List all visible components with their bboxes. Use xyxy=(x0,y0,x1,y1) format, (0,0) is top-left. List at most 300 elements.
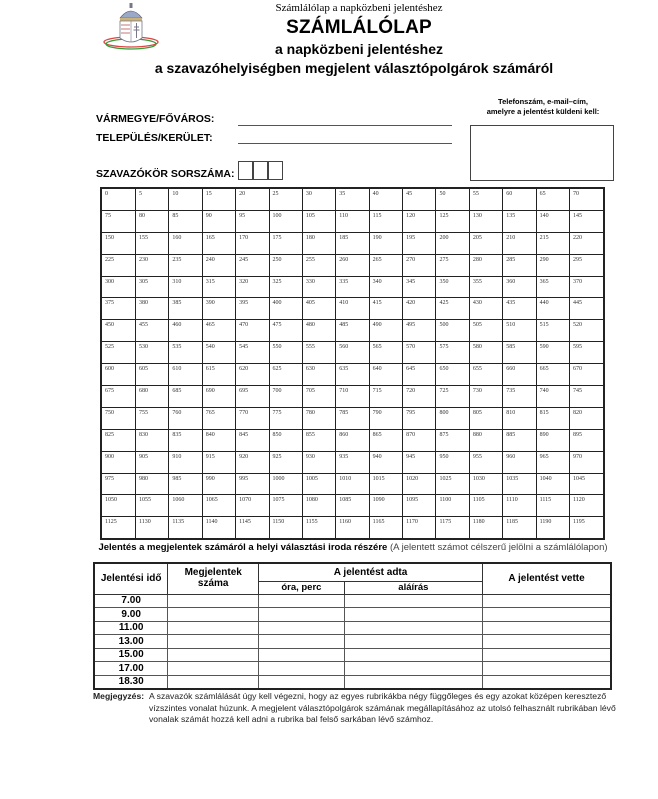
tally-cell[interactable]: 690 xyxy=(202,386,235,408)
tally-cell[interactable]: 1145 xyxy=(236,517,269,539)
tally-cell[interactable]: 635 xyxy=(336,364,369,386)
tally-cell[interactable]: 230 xyxy=(135,254,168,276)
tally-cell[interactable]: 235 xyxy=(169,254,202,276)
tally-cell[interactable]: 1155 xyxy=(302,517,335,539)
tally-cell[interactable]: 890 xyxy=(536,429,569,451)
report-row xyxy=(94,608,611,622)
tally-cell[interactable]: 605 xyxy=(135,364,168,386)
district-number-digit-3[interactable] xyxy=(268,161,283,180)
tally-cell[interactable]: 540 xyxy=(202,342,235,364)
tally-cell[interactable]: 385 xyxy=(169,298,202,320)
tally-cell[interactable]: 1135 xyxy=(169,517,202,539)
tally-cell[interactable]: 810 xyxy=(503,407,536,429)
report-given-time-cell[interactable] xyxy=(259,648,345,662)
tally-cell[interactable]: 585 xyxy=(503,342,536,364)
tally-cell[interactable]: 265 xyxy=(369,254,402,276)
tally-cell[interactable]: 80 xyxy=(135,210,168,232)
tally-cell[interactable]: 435 xyxy=(503,298,536,320)
report-count-cell[interactable] xyxy=(168,662,259,676)
tally-cell[interactable]: 40 xyxy=(369,188,402,210)
tally-cell[interactable]: 580 xyxy=(469,342,502,364)
tally-cell[interactable]: 500 xyxy=(436,320,469,342)
tally-cell[interactable]: 965 xyxy=(536,451,569,473)
tally-cell[interactable]: 995 xyxy=(236,473,269,495)
tally-cell[interactable]: 1140 xyxy=(202,517,235,539)
col-header-count xyxy=(168,563,259,594)
tally-cell[interactable]: 650 xyxy=(436,364,469,386)
tally-row xyxy=(101,473,604,495)
tally-row xyxy=(101,451,604,473)
report-signature-cell[interactable] xyxy=(344,621,482,635)
tally-cell[interactable]: 640 xyxy=(369,364,402,386)
tally-cell[interactable]: 1075 xyxy=(269,495,302,517)
tally-cell[interactable]: 695 xyxy=(236,386,269,408)
tally-cell[interactable]: 180 xyxy=(302,232,335,254)
report-signature-cell[interactable] xyxy=(344,608,482,622)
tally-cell[interactable]: 480 xyxy=(302,320,335,342)
tally-cell[interactable]: 710 xyxy=(336,386,369,408)
tally-cell[interactable]: 95 xyxy=(236,210,269,232)
tally-cell[interactable]: 1090 xyxy=(369,495,402,517)
tally-cell[interactable]: 700 xyxy=(269,386,302,408)
tally-cell[interactable]: 730 xyxy=(469,386,502,408)
tally-cell[interactable]: 505 xyxy=(469,320,502,342)
tally-cell[interactable]: 985 xyxy=(169,473,202,495)
tally-cell[interactable]: 165 xyxy=(202,232,235,254)
tally-cell[interactable]: 5 xyxy=(135,188,168,210)
district-number-digit-1[interactable] xyxy=(238,161,253,180)
tally-cell[interactable]: 595 xyxy=(570,342,604,364)
tally-cell[interactable]: 815 xyxy=(536,407,569,429)
tally-cell[interactable]: 860 xyxy=(336,429,369,451)
tally-cell[interactable]: 130 xyxy=(469,210,502,232)
tally-cell[interactable]: 75 xyxy=(101,210,135,232)
tally-cell[interactable]: 1065 xyxy=(202,495,235,517)
tally-cell[interactable]: 725 xyxy=(436,386,469,408)
tally-cell[interactable]: 465 xyxy=(202,320,235,342)
tally-cell[interactable]: 1005 xyxy=(302,473,335,495)
tally-cell[interactable]: 100 xyxy=(269,210,302,232)
tally-cell[interactable]: 205 xyxy=(469,232,502,254)
tally-cell[interactable]: 885 xyxy=(503,429,536,451)
tally-cell[interactable]: 415 xyxy=(369,298,402,320)
tally-cell[interactable]: 275 xyxy=(436,254,469,276)
tally-cell[interactable]: 120 xyxy=(403,210,436,232)
tally-cell[interactable]: 285 xyxy=(503,254,536,276)
tally-cell[interactable]: 425 xyxy=(436,298,469,320)
tally-cell[interactable]: 955 xyxy=(469,451,502,473)
tally-cell[interactable]: 225 xyxy=(101,254,135,276)
tally-cell[interactable]: 340 xyxy=(369,276,402,298)
settlement-label: TELEPÜLÉS/KERÜLET: xyxy=(96,132,213,144)
tally-cell[interactable]: 825 xyxy=(101,429,135,451)
tally-cell[interactable]: 330 xyxy=(302,276,335,298)
tally-cell[interactable]: 145 xyxy=(570,210,604,232)
tally-cell[interactable]: 615 xyxy=(202,364,235,386)
tally-cell[interactable]: 350 xyxy=(436,276,469,298)
tally-cell[interactable]: 750 xyxy=(101,407,135,429)
tally-cell[interactable]: 1170 xyxy=(403,517,436,539)
tally-row xyxy=(101,188,604,210)
tally-cell[interactable]: 600 xyxy=(101,364,135,386)
tally-cell[interactable]: 685 xyxy=(169,386,202,408)
report-received-cell[interactable] xyxy=(483,608,611,622)
tally-cell[interactable]: 380 xyxy=(135,298,168,320)
report-received-cell[interactable] xyxy=(483,594,611,608)
tally-cell[interactable]: 895 xyxy=(570,429,604,451)
report-given-time-cell[interactable] xyxy=(259,608,345,622)
tally-cell[interactable]: 190 xyxy=(369,232,402,254)
tally-cell[interactable]: 570 xyxy=(403,342,436,364)
tally-cell[interactable]: 1025 xyxy=(436,473,469,495)
tally-cell[interactable]: 1020 xyxy=(403,473,436,495)
col-header-time: Jelentési idő xyxy=(94,563,168,594)
tally-cell[interactable]: 900 xyxy=(101,451,135,473)
tally-cell[interactable]: 960 xyxy=(503,451,536,473)
tally-cell[interactable]: 345 xyxy=(403,276,436,298)
tally-cell[interactable]: 270 xyxy=(403,254,436,276)
report-received-cell[interactable] xyxy=(483,621,611,635)
tally-cell[interactable]: 30 xyxy=(302,188,335,210)
tally-row xyxy=(101,517,604,539)
report-received-cell[interactable] xyxy=(483,675,611,689)
tally-cell[interactable]: 325 xyxy=(269,276,302,298)
contact-label xyxy=(468,97,618,117)
tally-cell[interactable]: 495 xyxy=(403,320,436,342)
tally-cell[interactable]: 1120 xyxy=(570,495,604,517)
tally-cell[interactable]: 15 xyxy=(202,188,235,210)
tally-cell[interactable]: 1055 xyxy=(135,495,168,517)
tally-cell[interactable]: 780 xyxy=(302,407,335,429)
tally-cell[interactable]: 1060 xyxy=(169,495,202,517)
tally-cell[interactable]: 940 xyxy=(369,451,402,473)
tally-cell[interactable]: 125 xyxy=(436,210,469,232)
tally-cell[interactable]: 10 xyxy=(169,188,202,210)
report-signature-cell[interactable] xyxy=(344,662,482,676)
tally-cell[interactable]: 1100 xyxy=(436,495,469,517)
tally-cell[interactable]: 135 xyxy=(503,210,536,232)
tally-cell[interactable]: 485 xyxy=(336,320,369,342)
tally-cell[interactable]: 800 xyxy=(436,407,469,429)
tally-cell[interactable]: 90 xyxy=(202,210,235,232)
tally-cell[interactable]: 675 xyxy=(101,386,135,408)
report-signature-cell[interactable] xyxy=(344,648,482,662)
tally-cell[interactable]: 525 xyxy=(101,342,135,364)
tally-cell[interactable]: 590 xyxy=(536,342,569,364)
tally-cell[interactable]: 545 xyxy=(236,342,269,364)
tally-cell[interactable]: 630 xyxy=(302,364,335,386)
tally-cell[interactable]: 245 xyxy=(236,254,269,276)
tally-cell[interactable]: 510 xyxy=(503,320,536,342)
tally-cell[interactable]: 300 xyxy=(101,276,135,298)
tally-cell[interactable]: 970 xyxy=(570,451,604,473)
tally-cell[interactable]: 1115 xyxy=(536,495,569,517)
page-caption: Számlálólap a napközbeni jelentéshez xyxy=(275,2,443,14)
report-given-time-cell[interactable] xyxy=(259,675,345,689)
tally-cell[interactable]: 250 xyxy=(269,254,302,276)
tally-cell[interactable]: 1050 xyxy=(101,495,135,517)
tally-cell[interactable]: 215 xyxy=(536,232,569,254)
tally-cell[interactable]: 660 xyxy=(503,364,536,386)
tally-cell[interactable]: 705 xyxy=(302,386,335,408)
tally-cell[interactable]: 905 xyxy=(135,451,168,473)
tally-cell[interactable]: 925 xyxy=(269,451,302,473)
tally-cell[interactable]: 610 xyxy=(169,364,202,386)
tally-cell[interactable]: 355 xyxy=(469,276,502,298)
page-subtitle-1: a napközbeni jelentéshez xyxy=(274,41,444,57)
tally-cell[interactable]: 670 xyxy=(570,364,604,386)
tally-cell[interactable]: 195 xyxy=(403,232,436,254)
tally-cell[interactable]: 390 xyxy=(202,298,235,320)
tally-cell[interactable]: 560 xyxy=(336,342,369,364)
tally-cell[interactable]: 1180 xyxy=(469,517,502,539)
col-header-count-line-1: Megjelentek xyxy=(184,567,242,578)
report-received-cell[interactable] xyxy=(483,635,611,649)
tally-cell[interactable]: 240 xyxy=(202,254,235,276)
tally-cell[interactable]: 460 xyxy=(169,320,202,342)
tally-cell[interactable]: 555 xyxy=(302,342,335,364)
tally-cell[interactable]: 875 xyxy=(436,429,469,451)
tally-cell[interactable]: 855 xyxy=(302,429,335,451)
contact-input-box[interactable] xyxy=(470,125,614,181)
tally-cell[interactable]: 680 xyxy=(135,386,168,408)
report-given-time-cell[interactable] xyxy=(259,662,345,676)
tally-cell[interactable]: 1010 xyxy=(336,473,369,495)
tally-cell[interactable]: 360 xyxy=(503,276,536,298)
tally-cell[interactable]: 665 xyxy=(536,364,569,386)
report-row xyxy=(94,675,611,689)
remark-text: A szavazók számlálását úgy kell végezni, hogy az egyes rubrikákba négy függőleges és egy azokat középen keresztező vízszintes vonalat húzunk. A megjelent választópolgárok számának megállapításához az utolsó felhasznált rubrikában lévő vonalak számát hozzá kell adni a rubrika bal felső sarkában lévő számhoz. xyxy=(149,691,616,724)
tally-cell[interactable]: 20 xyxy=(236,188,269,210)
tally-cell[interactable]: 110 xyxy=(336,210,369,232)
tally-cell[interactable]: 1160 xyxy=(336,517,369,539)
tally-cell[interactable]: 370 xyxy=(570,276,604,298)
tally-cell[interactable]: 420 xyxy=(403,298,436,320)
tally-cell[interactable]: 785 xyxy=(336,407,369,429)
report-time-cell: 13.00 xyxy=(94,635,168,649)
tally-cell[interactable]: 105 xyxy=(302,210,335,232)
tally-cell[interactable]: 430 xyxy=(469,298,502,320)
tally-cell[interactable]: 1150 xyxy=(269,517,302,539)
tally-cell[interactable]: 740 xyxy=(536,386,569,408)
tally-cell[interactable]: 990 xyxy=(202,473,235,495)
tally-cell[interactable]: 765 xyxy=(202,407,235,429)
tally-cell[interactable]: 375 xyxy=(101,298,135,320)
tally-cell[interactable]: 945 xyxy=(403,451,436,473)
report-given-time-cell[interactable] xyxy=(259,621,345,635)
tally-cell[interactable]: 720 xyxy=(403,386,436,408)
tally-cell[interactable]: 1085 xyxy=(336,495,369,517)
tally-cell[interactable]: 115 xyxy=(369,210,402,232)
tally-cell[interactable]: 790 xyxy=(369,407,402,429)
tally-cell[interactable]: 320 xyxy=(236,276,269,298)
tally-cell[interactable]: 865 xyxy=(369,429,402,451)
tally-cell[interactable]: 830 xyxy=(135,429,168,451)
report-given-time-cell[interactable] xyxy=(259,635,345,649)
tally-cell[interactable]: 140 xyxy=(536,210,569,232)
report-count-cell[interactable] xyxy=(168,675,259,689)
tally-cell[interactable]: 845 xyxy=(236,429,269,451)
report-received-cell[interactable] xyxy=(483,648,611,662)
tally-cell[interactable]: 60 xyxy=(503,188,536,210)
page-subtitle-2: a szavazóhelyiségben megjelent választópolgárok számáról xyxy=(154,60,554,76)
tally-cell[interactable]: 290 xyxy=(536,254,569,276)
report-signature-cell[interactable] xyxy=(344,675,482,689)
tally-cell[interactable]: 280 xyxy=(469,254,502,276)
tally-cell[interactable]: 850 xyxy=(269,429,302,451)
tally-cell[interactable]: 930 xyxy=(302,451,335,473)
tally-cell[interactable]: 210 xyxy=(503,232,536,254)
tally-cell[interactable]: 1110 xyxy=(503,495,536,517)
tally-cell[interactable]: 440 xyxy=(536,298,569,320)
tally-cell[interactable]: 475 xyxy=(269,320,302,342)
tally-cell[interactable]: 220 xyxy=(570,232,604,254)
tally-cell[interactable]: 45 xyxy=(403,188,436,210)
county-input-line[interactable] xyxy=(238,125,452,126)
tally-cell[interactable]: 255 xyxy=(302,254,335,276)
tally-cell[interactable]: 520 xyxy=(570,320,604,342)
tally-cell[interactable]: 405 xyxy=(302,298,335,320)
tally-cell[interactable]: 155 xyxy=(135,232,168,254)
tally-cell[interactable]: 50 xyxy=(436,188,469,210)
tally-cell[interactable]: 805 xyxy=(469,407,502,429)
tally-cell[interactable]: 920 xyxy=(236,451,269,473)
tally-cell[interactable]: 1195 xyxy=(570,517,604,539)
tally-cell[interactable]: 470 xyxy=(236,320,269,342)
tally-cell[interactable]: 745 xyxy=(570,386,604,408)
tally-cell[interactable]: 1000 xyxy=(269,473,302,495)
tally-cell[interactable]: 760 xyxy=(169,407,202,429)
tally-cell[interactable]: 185 xyxy=(336,232,369,254)
tally-cell[interactable]: 535 xyxy=(169,342,202,364)
tally-cell[interactable]: 170 xyxy=(236,232,269,254)
tally-cell[interactable]: 490 xyxy=(369,320,402,342)
settlement-input-line[interactable] xyxy=(238,143,452,144)
tally-cell[interactable]: 410 xyxy=(336,298,369,320)
tally-cell[interactable]: 775 xyxy=(269,407,302,429)
tally-cell[interactable]: 550 xyxy=(269,342,302,364)
tally-cell[interactable]: 150 xyxy=(101,232,135,254)
tally-cell[interactable]: 395 xyxy=(236,298,269,320)
tally-cell[interactable]: 160 xyxy=(169,232,202,254)
tally-cell[interactable]: 310 xyxy=(169,276,202,298)
report-count-cell[interactable] xyxy=(168,594,259,608)
report-count-cell[interactable] xyxy=(168,621,259,635)
tally-cell[interactable]: 365 xyxy=(536,276,569,298)
tally-cell[interactable]: 1040 xyxy=(536,473,569,495)
report-signature-cell[interactable] xyxy=(344,635,482,649)
report-signature-cell[interactable] xyxy=(344,594,482,608)
report-count-cell[interactable] xyxy=(168,608,259,622)
tally-row xyxy=(101,429,604,451)
tally-cell[interactable]: 870 xyxy=(403,429,436,451)
tally-cell[interactable]: 770 xyxy=(236,407,269,429)
report-given-time-cell[interactable] xyxy=(259,594,345,608)
tally-cell[interactable]: 400 xyxy=(269,298,302,320)
tally-cell[interactable]: 880 xyxy=(469,429,502,451)
tally-cell[interactable]: 645 xyxy=(403,364,436,386)
tally-cell[interactable]: 25 xyxy=(269,188,302,210)
tally-cell[interactable]: 1165 xyxy=(369,517,402,539)
tally-cell[interactable]: 175 xyxy=(269,232,302,254)
tally-cell[interactable]: 65 xyxy=(536,188,569,210)
col-header-received-by: A jelentést vette xyxy=(483,563,611,594)
tally-cell[interactable]: 835 xyxy=(169,429,202,451)
tally-cell[interactable]: 795 xyxy=(403,407,436,429)
report-row xyxy=(94,635,611,649)
tally-cell[interactable]: 1125 xyxy=(101,517,135,539)
report-heading xyxy=(93,542,613,553)
tally-cell[interactable]: 980 xyxy=(135,473,168,495)
tally-cell[interactable]: 1035 xyxy=(503,473,536,495)
tally-cell[interactable]: 315 xyxy=(202,276,235,298)
tally-cell[interactable]: 565 xyxy=(369,342,402,364)
tally-cell[interactable]: 0 xyxy=(101,188,135,210)
tally-cell[interactable]: 840 xyxy=(202,429,235,451)
tally-cell[interactable]: 1030 xyxy=(469,473,502,495)
tally-cell[interactable]: 1080 xyxy=(302,495,335,517)
tally-cell[interactable]: 625 xyxy=(269,364,302,386)
tally-cell[interactable]: 295 xyxy=(570,254,604,276)
tally-cell[interactable]: 55 xyxy=(469,188,502,210)
contact-label-line-2: amelyre a jelentést küldeni kell: xyxy=(486,107,600,116)
col-header-given-by: A jelentést adta xyxy=(259,563,483,581)
district-number-digit-2[interactable] xyxy=(253,161,268,180)
tally-cell[interactable]: 820 xyxy=(570,407,604,429)
tally-cell[interactable]: 1045 xyxy=(570,473,604,495)
tally-cell[interactable]: 735 xyxy=(503,386,536,408)
report-time-cell: 7.00 xyxy=(94,594,168,608)
tally-cell[interactable]: 1175 xyxy=(436,517,469,539)
tally-row xyxy=(101,364,604,386)
tally-cell[interactable]: 915 xyxy=(202,451,235,473)
tally-cell[interactable]: 85 xyxy=(169,210,202,232)
tally-cell[interactable]: 515 xyxy=(536,320,569,342)
tally-cell[interactable]: 975 xyxy=(101,473,135,495)
tally-cell[interactable]: 1015 xyxy=(369,473,402,495)
tally-cell[interactable]: 1105 xyxy=(469,495,502,517)
tally-cell[interactable]: 335 xyxy=(336,276,369,298)
tally-cell[interactable]: 35 xyxy=(336,188,369,210)
tally-cell[interactable]: 935 xyxy=(336,451,369,473)
tally-cell[interactable]: 620 xyxy=(236,364,269,386)
report-count-cell[interactable] xyxy=(168,635,259,649)
tally-row xyxy=(101,276,604,298)
tally-cell[interactable]: 715 xyxy=(369,386,402,408)
tally-cell[interactable]: 530 xyxy=(135,342,168,364)
report-received-cell[interactable] xyxy=(483,662,611,676)
report-count-cell[interactable] xyxy=(168,648,259,662)
report-heading-note: (A jelentett számot célszerű jelölni a számlálólapon) xyxy=(387,542,608,553)
tally-cell[interactable]: 950 xyxy=(436,451,469,473)
tally-cell[interactable]: 1185 xyxy=(503,517,536,539)
tally-cell[interactable]: 1130 xyxy=(135,517,168,539)
tally-cell[interactable]: 445 xyxy=(570,298,604,320)
tally-cell[interactable]: 1095 xyxy=(403,495,436,517)
tally-cell[interactable]: 910 xyxy=(169,451,202,473)
tally-cell[interactable]: 450 xyxy=(101,320,135,342)
tally-cell[interactable]: 655 xyxy=(469,364,502,386)
tally-cell[interactable]: 575 xyxy=(436,342,469,364)
tally-cell[interactable]: 755 xyxy=(135,407,168,429)
tally-cell[interactable]: 70 xyxy=(570,188,604,210)
tally-cell[interactable]: 260 xyxy=(336,254,369,276)
tally-cell[interactable]: 200 xyxy=(436,232,469,254)
tally-cell[interactable]: 305 xyxy=(135,276,168,298)
tally-cell[interactable]: 1070 xyxy=(236,495,269,517)
tally-cell[interactable]: 1190 xyxy=(536,517,569,539)
tally-cell[interactable]: 455 xyxy=(135,320,168,342)
